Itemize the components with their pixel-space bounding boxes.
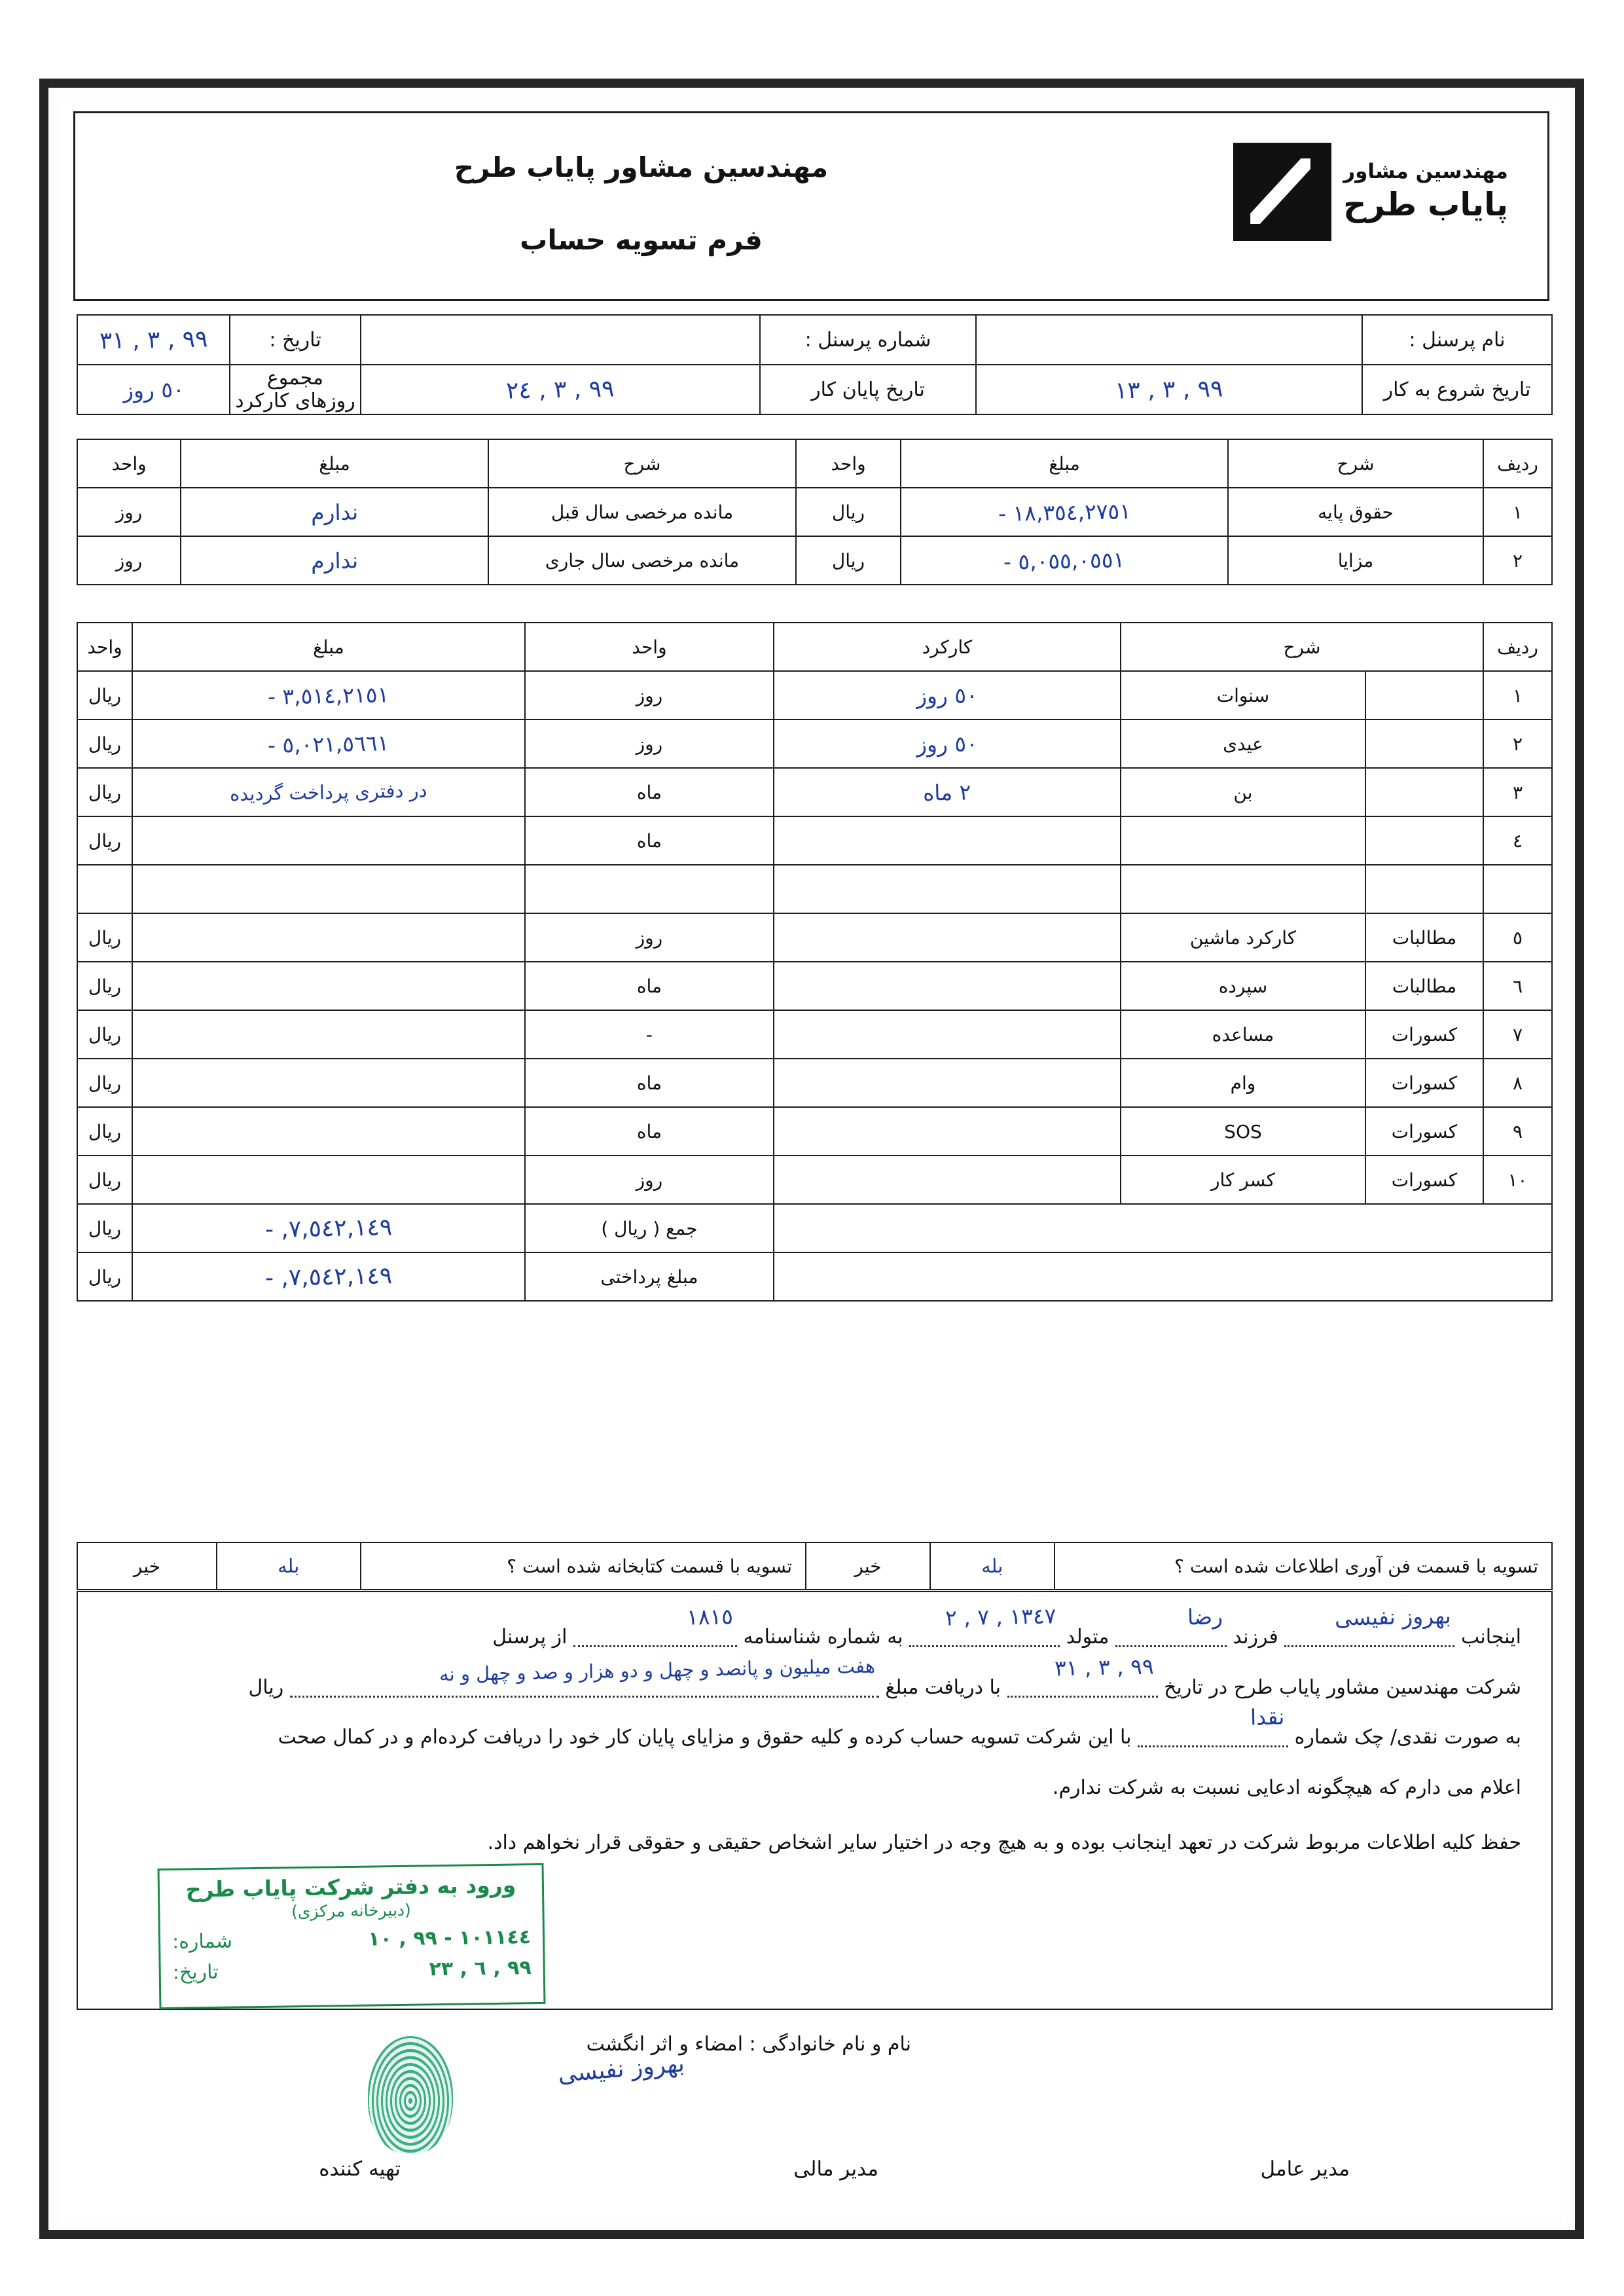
row-unit2: ریال [77,1156,132,1204]
col-row: ردیف [1483,623,1552,671]
table-row [77,365,1552,414]
table-row [77,536,1552,585]
answer-it-no: خیر [806,1542,930,1590]
start-date-label: تاریخ شروع به کار [1362,365,1552,414]
name-value [976,315,1362,365]
row-work [774,1059,1121,1107]
answer-it-yes-hw: بله [981,1554,1003,1578]
logo-line1: مهندسین مشاور [1343,160,1508,183]
name-signature-label: نام و نام خانوادگی : امضاء و اثر انگشت [586,2033,911,2056]
row-amount-hw: در دفتری پرداخت گردیده [229,779,427,805]
col-unit1: واحد [525,623,774,671]
question-library: تسویه با قسمت کتابخانه شده است ؟ [361,1542,806,1590]
row-category: مطالبات [1365,962,1483,1010]
row-desc [1121,865,1365,913]
amount-left [181,488,488,536]
date-value-hw: ٩٩ , ٣ , ٣١ [99,325,208,355]
row-unit1: ماه [525,768,774,816]
financial-manager-label: مدیر مالی [793,2157,878,2181]
row-unit1 [525,865,774,913]
row-amount [132,1059,525,1107]
col-row: ردیف [1483,439,1552,488]
row-desc: سنوات [1121,671,1365,720]
row-number: ٨ [1483,1059,1552,1107]
row-category: کسورات [1365,1107,1483,1156]
settlement-items-table [77,622,1553,1302]
row-category: کسورات [1365,1156,1483,1204]
row-unit2: ریال [77,768,132,816]
table-row [77,865,1552,913]
total-days-value [77,365,230,414]
amount-right [901,536,1228,585]
paid-value [132,1252,525,1301]
paid-value-hw: ٧,٥٤٢,١٤٩, - [264,1262,393,1292]
row-unit2: ریال [77,1010,132,1059]
stamp-line1: ورود به دفتر شرکت پایاب طرح [185,1872,516,1903]
row-unit2: ریال [77,1107,132,1156]
row-work [774,1107,1121,1156]
row-number: ١٠ [1483,1156,1552,1204]
end-date-label: تاریخ پایان کار [760,365,976,414]
row-desc: کسر کار [1121,1156,1365,1204]
row-unit1: ماه [525,1059,774,1107]
col-unit2: واحد [77,623,132,671]
decl-date-field [1007,1653,1158,1698]
row-work [774,671,1121,720]
desc-left: مانده مرخصی سال قبل [488,488,796,536]
question-it: تسویه با قسمت فن آوری اطلاعات شده است ؟ [1055,1542,1552,1590]
row-work [774,913,1121,962]
desc-right: مزایا [1228,536,1483,585]
decl-name-hw: بهروز نفیسی [1334,1603,1451,1631]
decl-l1-b: فرزند [1233,1626,1278,1649]
footer-signature-labels [90,2157,1566,2190]
decl-l3-b: با این شرکت تسویه حساب کرده و کلیه حقوق و مزایای پایان کار خود را دریافت کرده‌ام و در کمال صحت [278,1726,1132,1749]
paid-row [77,1252,1552,1301]
answer-library-no: خیر [77,1542,217,1590]
stamp-number-value: ١٠١١٤٤ - ٩٩ , ١٠ [368,1925,532,1951]
decl-birth-hw: ١٣٤٧ , ٧ , ٢ [945,1603,1056,1631]
header-titles [75,151,1207,256]
unit-right: ریال [796,536,901,585]
row-number: ٦ [1483,962,1552,1010]
paid-label: مبلغ پرداختی [525,1252,774,1301]
table-row [77,671,1552,720]
stamp-date-label: تاریخ: [172,1960,219,1984]
col-desc: شرح [1121,623,1483,671]
row-work [774,720,1121,768]
sum-row [77,1204,1552,1252]
paid-blank [774,1252,1552,1301]
form-header [73,111,1549,301]
row-work [774,768,1121,816]
logo-mark-icon [1233,143,1331,241]
declaration-line-2 [108,1653,1521,1711]
row-unit1: روز [525,671,774,720]
declaration-line-5: حفظ کلیه اطلاعات مربوط شرکت در تعهد اینجانب بوده و به هیچ وجه در اختیار سایر اشخاص حقیقی و حقوقی قرار نخواهم داد. [487,1831,1521,1854]
registry-stamp [158,1863,546,2009]
row-amount-hw: ٥,٠٢١,٥٦٦١ - [267,729,389,758]
decl-l2-c: ریال [248,1675,284,1699]
row-amount [132,865,525,913]
col-desc-right: شرح [1228,439,1483,488]
date-label: تاریخ : [230,315,361,365]
table-row [77,1010,1552,1059]
row-number: ١ [1483,488,1552,536]
row-amount [132,962,525,1010]
row-number: ٩ [1483,1107,1552,1156]
col-amount-left: مبلغ [181,439,488,488]
declaration-line-3 [108,1704,1521,1761]
row-desc: بن [1121,768,1365,816]
sum-value [132,1204,525,1252]
row-work-hw: ٢ ماه [922,778,971,806]
answer-it-yes [930,1542,1055,1590]
row-unit2: ریال [77,816,132,865]
decl-date-hw: ٩٩ , ٣ , ٣١ [1054,1653,1154,1681]
row-number: ١ [1483,671,1552,720]
table-row [77,720,1552,768]
row-number: ٣ [1483,768,1552,816]
table-row [77,816,1552,865]
name-label: نام پرسنل : [1362,315,1552,365]
ceo-label: مدیر عامل [1260,2157,1350,2181]
decl-birth-field [909,1603,1060,1647]
row-category [1365,865,1483,913]
desc-left: مانده مرخصی سال جاری [488,536,796,585]
start-date-value [976,365,1362,414]
date-value [77,315,230,365]
row-unit2: ریال [77,1059,132,1107]
row-unit1: - [525,1010,774,1059]
row-unit2: ریال [77,962,132,1010]
form-sheet [60,98,1566,2223]
row-work-hw: ٥٠ روز [916,682,979,709]
row-unit1: روز [525,913,774,962]
decl-l1-a: اینجانب [1460,1626,1521,1649]
fingerprint-mark [368,2036,453,2154]
row-unit2 [77,865,132,913]
unit-right: ریال [796,488,901,536]
table-row [77,913,1552,962]
salary-leave-table [77,439,1553,585]
amount-right [901,488,1228,536]
col-unit-right: واحد [796,439,901,488]
row-category: کسورات [1365,1010,1483,1059]
form-title: فرم تسویه حساب [520,224,763,256]
row-amount [132,1010,525,1059]
end-date-value-hw: ٩٩ , ٣ , ٢٤ [505,374,615,405]
decl-check-hw: نقدا [1250,1704,1285,1730]
total-days-value-hw: ٥٠ روز [122,376,185,403]
row-work-hw: ٥٠ روز [916,730,979,757]
row-work [774,1010,1121,1059]
decl-father-hw: رضا [1187,1603,1223,1630]
table-row [77,1059,1552,1107]
sum-blank [774,1204,1552,1252]
decl-check-field [1138,1704,1288,1747]
sum-value-hw: ٧,٥٤٢,١٤٩, - [264,1213,393,1243]
stamp-date-row [161,1956,543,1984]
answer-library-yes [217,1542,361,1590]
row-category: مطالبات [1365,913,1483,962]
start-date-value-hw: ٩٩ , ٣ , ١٣ [1114,374,1224,405]
row-amount [132,768,525,816]
row-category [1365,816,1483,865]
row-amount [132,913,525,962]
stamp-number-label: شماره: [171,1929,233,1954]
row-unit1: ماه [525,962,774,1010]
end-date-value [361,365,760,414]
signature-name-hw: بهروز نفیسی [556,2050,686,2088]
row-number: ٥ [1483,913,1552,962]
col-unit-left: واحد [77,439,181,488]
clearance-questions-table [77,1542,1553,1590]
decl-l2-a: شرکت مهندسین مشاور پایاب طرح در تاریخ [1164,1675,1521,1699]
table-row [77,1107,1552,1156]
stamp-date-value: ٩٩ , ٦ , ٢٣ [429,1956,532,1981]
row-desc: مساعده [1121,1010,1365,1059]
table-row [77,315,1552,365]
row-work [774,1156,1121,1204]
row-unit1: ماه [525,816,774,865]
preparer-label: تهیه کننده [319,2157,401,2181]
row-desc: عیدی [1121,720,1365,768]
paid-unit: ریال [77,1252,132,1301]
amount-left-hw: ندارم [310,547,359,574]
row-number: ٧ [1483,1010,1552,1059]
row-number: ٢ [1483,720,1552,768]
decl-l3-a: به صورت نقدی/ چک شماره [1294,1726,1521,1749]
table-row [77,962,1552,1010]
decl-name-field [1284,1603,1454,1647]
row-work [774,865,1121,913]
row-desc: سپرده [1121,962,1365,1010]
row-work [774,962,1121,1010]
col-work: کارکرد [774,623,1121,671]
row-number: ٤ [1483,816,1552,865]
row-amount-hw: ٣,٥١٤,٢١٥١ - [267,681,389,710]
decl-id-hw: ١٨١٥ [686,1603,734,1631]
row-unit1: روز [525,720,774,768]
row-category [1365,720,1483,768]
row-amount [132,671,525,720]
row-unit2: ریال [77,720,132,768]
row-work [774,816,1121,865]
row-amount [132,720,525,768]
row-category [1365,768,1483,816]
row-amount [132,1107,525,1156]
amount-left [181,536,488,585]
amount-right-hw: ٥,٠٥٥,٠٥٥١ - [1003,546,1125,575]
table-header-row [77,439,1552,488]
decl-amount-field [290,1654,879,1698]
company-title: مهندسین مشاور پایاب طرح [454,151,829,183]
row-desc: وام [1121,1059,1365,1107]
row-unit2: ریال [77,913,132,962]
answer-library-yes-hw: بله [278,1554,300,1578]
row-number [1483,865,1552,913]
decl-l1-c: متولد [1066,1626,1110,1649]
col-amount-right: مبلغ [901,439,1228,488]
table-row [77,1156,1552,1204]
decl-amount-hw: هفت میلیون و پانصد و چهل و دو هزار و صد و چهل و نه [439,1654,876,1686]
table-row [77,488,1552,536]
total-days-label: مجموع روزهای کارکرد [230,365,361,414]
unit-left: روز [77,536,181,585]
col-amount: مبلغ [132,623,525,671]
amount-left-hw: ندارم [310,498,359,526]
stamp-number-row [160,1925,543,1954]
table-header-row [77,623,1552,671]
col-desc-left: شرح [488,439,796,488]
row-unit1: روز [525,1156,774,1204]
row-desc [1121,816,1365,865]
row-number: ٢ [1483,536,1552,585]
row-desc: SOS [1121,1107,1365,1156]
personnel-no-value [361,315,760,365]
company-logo [1233,143,1508,241]
sum-unit: ریال [77,1204,132,1252]
stamp-line2: (دبیرخانه مرکزی) [291,1900,412,1922]
row-unit1: ماه [525,1107,774,1156]
sum-label: جمع ( ریال ) [525,1204,774,1252]
row-amount [132,816,525,865]
table-row [77,1542,1552,1590]
decl-l1-e: از پرسنل [492,1626,568,1649]
personnel-no-label: شماره پرسنل : [760,315,976,365]
row-amount [132,1156,525,1204]
logo-line2: پایاب طرح [1343,185,1508,223]
table-row [77,768,1552,816]
decl-l2-b: با دریافت مبلغ [885,1675,1001,1699]
amount-right-hw: ١٨,٣٥٤,٢٧٥١ - [998,498,1131,526]
decl-l1-d: به شماره شناسنامه [743,1626,903,1649]
personnel-info-table [77,314,1553,415]
row-category: کسورات [1365,1059,1483,1107]
unit-left: روز [77,488,181,536]
row-unit2: ریال [77,671,132,720]
logo-text [1343,159,1508,225]
row-desc: کارکرد ماشین [1121,913,1365,962]
declaration-line-4: اعلام می دارم که هیچگونه ادعایی نسبت به شرکت ندارم. [1052,1776,1521,1799]
desc-right: حقوق پایه [1228,488,1483,536]
row-category [1365,671,1483,720]
